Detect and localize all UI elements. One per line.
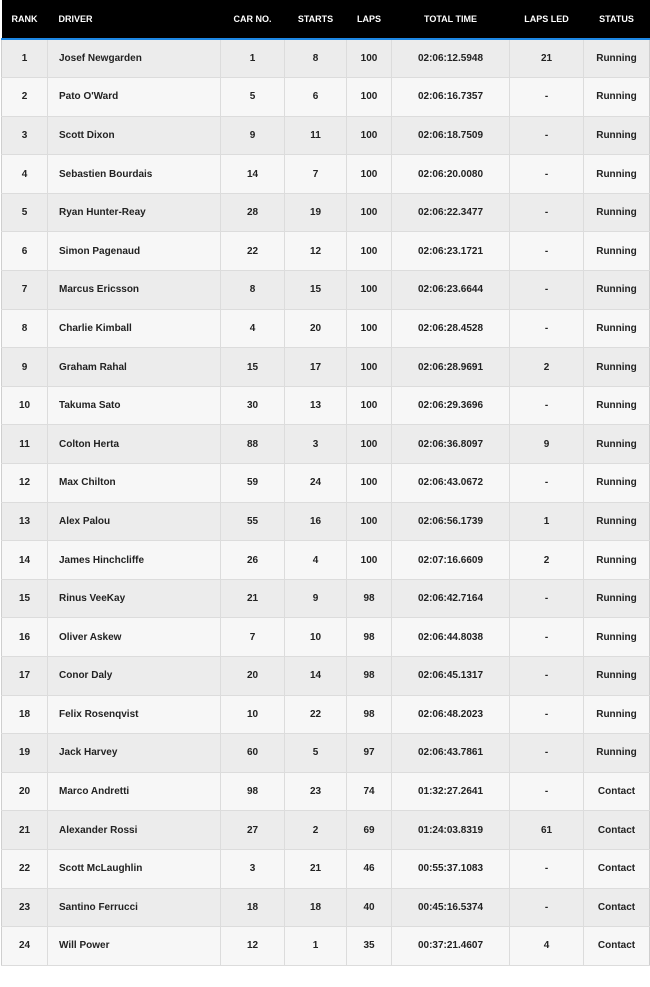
cell-status: Running [584, 155, 650, 194]
cell-total-time: 02:06:12.5948 [392, 39, 510, 78]
cell-status: Running [584, 464, 650, 503]
cell-laps: 100 [347, 193, 392, 232]
cell-rank: 7 [2, 271, 48, 310]
cell-rank: 6 [2, 232, 48, 271]
cell-starts: 13 [285, 386, 347, 425]
table-row [2, 579, 650, 618]
cell-car-no: 12 [221, 927, 285, 966]
cell-laps-led: - [510, 772, 584, 811]
cell-laps: 46 [347, 849, 392, 888]
cell-driver: Oliver Askew [48, 618, 221, 657]
table-row [2, 927, 650, 966]
cell-car-no: 7 [221, 618, 285, 657]
cell-rank: 3 [2, 116, 48, 155]
cell-driver: Pato O'Ward [48, 78, 221, 117]
cell-rank: 23 [2, 888, 48, 927]
cell-laps: 100 [347, 155, 392, 194]
cell-starts: 16 [285, 502, 347, 541]
cell-laps-led: - [510, 309, 584, 348]
cell-laps-led: - [510, 155, 584, 194]
cell-laps: 40 [347, 888, 392, 927]
cell-status: Running [584, 734, 650, 773]
cell-laps: 100 [347, 309, 392, 348]
header-row [2, 0, 650, 39]
cell-driver: Santino Ferrucci [48, 888, 221, 927]
cell-starts: 11 [285, 116, 347, 155]
cell-starts: 20 [285, 309, 347, 348]
race-results-table [1, 0, 650, 966]
cell-rank: 4 [2, 155, 48, 194]
cell-starts: 22 [285, 695, 347, 734]
table-row [2, 502, 650, 541]
table-row [2, 78, 650, 117]
cell-rank: 9 [2, 348, 48, 387]
cell-rank: 2 [2, 78, 48, 117]
cell-laps: 100 [347, 502, 392, 541]
cell-total-time: 02:06:44.8038 [392, 618, 510, 657]
cell-status: Running [584, 309, 650, 348]
cell-laps: 100 [347, 271, 392, 310]
cell-car-no: 3 [221, 849, 285, 888]
cell-total-time: 02:06:43.7861 [392, 734, 510, 773]
cell-rank: 10 [2, 386, 48, 425]
cell-starts: 23 [285, 772, 347, 811]
table-row [2, 734, 650, 773]
cell-starts: 10 [285, 618, 347, 657]
cell-driver: Marcus Ericsson [48, 271, 221, 310]
cell-laps-led: 1 [510, 502, 584, 541]
cell-car-no: 59 [221, 464, 285, 503]
cell-total-time: 02:06:28.4528 [392, 309, 510, 348]
cell-laps-led: 4 [510, 927, 584, 966]
cell-status: Contact [584, 772, 650, 811]
cell-starts: 1 [285, 927, 347, 966]
cell-rank: 8 [2, 309, 48, 348]
table-row [2, 657, 650, 696]
cell-laps: 100 [347, 348, 392, 387]
cell-rank: 12 [2, 464, 48, 503]
table-row [2, 193, 650, 232]
cell-driver: Graham Rahal [48, 348, 221, 387]
cell-car-no: 21 [221, 579, 285, 618]
cell-laps: 100 [347, 425, 392, 464]
table-row [2, 811, 650, 850]
cell-rank: 21 [2, 811, 48, 850]
table-row [2, 618, 650, 657]
cell-car-no: 55 [221, 502, 285, 541]
cell-starts: 12 [285, 232, 347, 271]
cell-laps-led: - [510, 464, 584, 503]
cell-rank: 5 [2, 193, 48, 232]
cell-status: Running [584, 348, 650, 387]
header-total-time[interactable]: TOTAL TIME [392, 0, 510, 39]
cell-car-no: 15 [221, 348, 285, 387]
cell-car-no: 27 [221, 811, 285, 850]
cell-driver: Alexander Rossi [48, 811, 221, 850]
cell-status: Contact [584, 888, 650, 927]
cell-laps: 100 [347, 39, 392, 78]
header-status[interactable]: STATUS [584, 0, 650, 39]
cell-total-time: 02:06:28.9691 [392, 348, 510, 387]
table-row [2, 39, 650, 78]
table-row [2, 116, 650, 155]
table-row [2, 309, 650, 348]
cell-driver: Will Power [48, 927, 221, 966]
cell-car-no: 88 [221, 425, 285, 464]
cell-laps: 100 [347, 116, 392, 155]
cell-status: Running [584, 271, 650, 310]
cell-status: Running [584, 78, 650, 117]
cell-rank: 1 [2, 39, 48, 78]
cell-starts: 3 [285, 425, 347, 464]
cell-status: Contact [584, 927, 650, 966]
cell-rank: 20 [2, 772, 48, 811]
header-laps-led[interactable]: LAPS LED [510, 0, 584, 39]
table-row [2, 464, 650, 503]
table-row [2, 386, 650, 425]
cell-total-time: 02:07:16.6609 [392, 541, 510, 580]
cell-laps: 100 [347, 386, 392, 425]
cell-rank: 22 [2, 849, 48, 888]
cell-laps: 98 [347, 618, 392, 657]
cell-status: Contact [584, 811, 650, 850]
cell-laps-led: - [510, 193, 584, 232]
cell-starts: 8 [285, 39, 347, 78]
table-row [2, 772, 650, 811]
cell-driver: Jack Harvey [48, 734, 221, 773]
cell-driver: Marco Andretti [48, 772, 221, 811]
header-car-no[interactable]: CAR NO. [221, 0, 285, 39]
cell-laps: 74 [347, 772, 392, 811]
cell-starts: 5 [285, 734, 347, 773]
cell-car-no: 22 [221, 232, 285, 271]
cell-total-time: 02:06:45.1317 [392, 657, 510, 696]
cell-status: Running [584, 193, 650, 232]
cell-car-no: 30 [221, 386, 285, 425]
header-driver[interactable]: DRIVER [48, 0, 221, 39]
cell-car-no: 8 [221, 271, 285, 310]
cell-laps-led: - [510, 849, 584, 888]
cell-laps-led: 2 [510, 541, 584, 580]
cell-starts: 17 [285, 348, 347, 387]
cell-rank: 13 [2, 502, 48, 541]
cell-status: Running [584, 116, 650, 155]
cell-driver: Scott McLaughlin [48, 849, 221, 888]
cell-status: Running [584, 579, 650, 618]
cell-driver: Simon Pagenaud [48, 232, 221, 271]
cell-starts: 7 [285, 155, 347, 194]
cell-laps-led: - [510, 116, 584, 155]
cell-laps: 69 [347, 811, 392, 850]
cell-laps: 98 [347, 657, 392, 696]
cell-car-no: 14 [221, 155, 285, 194]
table-row [2, 888, 650, 927]
cell-laps: 100 [347, 232, 392, 271]
cell-rank: 24 [2, 927, 48, 966]
cell-driver: Sebastien Bourdais [48, 155, 221, 194]
cell-laps-led: - [510, 271, 584, 310]
cell-car-no: 1 [221, 39, 285, 78]
cell-driver: Conor Daly [48, 657, 221, 696]
cell-laps-led: - [510, 657, 584, 696]
table-row [2, 232, 650, 271]
cell-laps: 98 [347, 695, 392, 734]
table-header [2, 0, 650, 39]
cell-car-no: 18 [221, 888, 285, 927]
cell-laps: 98 [347, 579, 392, 618]
cell-status: Running [584, 39, 650, 78]
cell-total-time: 00:45:16.5374 [392, 888, 510, 927]
cell-rank: 15 [2, 579, 48, 618]
cell-driver: Colton Herta [48, 425, 221, 464]
table-row [2, 348, 650, 387]
cell-car-no: 20 [221, 657, 285, 696]
cell-car-no: 28 [221, 193, 285, 232]
cell-rank: 19 [2, 734, 48, 773]
cell-total-time: 01:24:03.8319 [392, 811, 510, 850]
cell-laps: 100 [347, 78, 392, 117]
cell-car-no: 26 [221, 541, 285, 580]
table-row [2, 155, 650, 194]
cell-rank: 16 [2, 618, 48, 657]
cell-laps-led: - [510, 386, 584, 425]
cell-driver: Rinus VeeKay [48, 579, 221, 618]
cell-status: Running [584, 541, 650, 580]
cell-starts: 18 [285, 888, 347, 927]
table-row [2, 271, 650, 310]
cell-total-time: 00:37:21.4607 [392, 927, 510, 966]
cell-status: Running [584, 425, 650, 464]
cell-driver: Ryan Hunter-Reay [48, 193, 221, 232]
cell-total-time: 02:06:56.1739 [392, 502, 510, 541]
cell-status: Running [584, 695, 650, 734]
cell-laps-led: - [510, 618, 584, 657]
cell-status: Running [584, 386, 650, 425]
cell-driver: Takuma Sato [48, 386, 221, 425]
cell-total-time: 02:06:23.6644 [392, 271, 510, 310]
cell-total-time: 02:06:48.2023 [392, 695, 510, 734]
cell-laps: 100 [347, 464, 392, 503]
cell-status: Running [584, 657, 650, 696]
cell-total-time: 02:06:43.0672 [392, 464, 510, 503]
cell-status: Running [584, 232, 650, 271]
cell-starts: 15 [285, 271, 347, 310]
cell-laps-led: 21 [510, 39, 584, 78]
cell-car-no: 4 [221, 309, 285, 348]
cell-laps-led: - [510, 78, 584, 117]
cell-total-time: 02:06:20.0080 [392, 155, 510, 194]
cell-total-time: 01:32:27.2641 [392, 772, 510, 811]
cell-driver: Charlie Kimball [48, 309, 221, 348]
race-results-table-container [1, 0, 649, 966]
cell-starts: 6 [285, 78, 347, 117]
cell-rank: 11 [2, 425, 48, 464]
cell-status: Running [584, 502, 650, 541]
cell-laps-led: - [510, 579, 584, 618]
cell-total-time: 02:06:22.3477 [392, 193, 510, 232]
cell-starts: 4 [285, 541, 347, 580]
cell-total-time: 02:06:42.7164 [392, 579, 510, 618]
cell-car-no: 5 [221, 78, 285, 117]
cell-starts: 21 [285, 849, 347, 888]
cell-laps-led: 61 [510, 811, 584, 850]
cell-total-time: 02:06:29.3696 [392, 386, 510, 425]
header-laps[interactable]: LAPS [347, 0, 392, 39]
cell-total-time: 02:06:18.7509 [392, 116, 510, 155]
cell-driver: Max Chilton [48, 464, 221, 503]
cell-driver: Alex Palou [48, 502, 221, 541]
table-row [2, 425, 650, 464]
cell-car-no: 9 [221, 116, 285, 155]
cell-driver: Scott Dixon [48, 116, 221, 155]
cell-total-time: 02:06:16.7357 [392, 78, 510, 117]
cell-status: Running [584, 618, 650, 657]
table-body [2, 39, 650, 965]
cell-starts: 24 [285, 464, 347, 503]
table-row [2, 695, 650, 734]
cell-driver: James Hinchcliffe [48, 541, 221, 580]
cell-laps-led: 9 [510, 425, 584, 464]
cell-driver: Josef Newgarden [48, 39, 221, 78]
cell-laps-led: - [510, 888, 584, 927]
cell-laps-led: - [510, 734, 584, 773]
cell-driver: Felix Rosenqvist [48, 695, 221, 734]
cell-starts: 14 [285, 657, 347, 696]
cell-laps-led: - [510, 232, 584, 271]
cell-total-time: 02:06:36.8097 [392, 425, 510, 464]
header-starts[interactable]: STARTS [285, 0, 347, 39]
cell-total-time: 02:06:23.1721 [392, 232, 510, 271]
cell-total-time: 00:55:37.1083 [392, 849, 510, 888]
cell-starts: 2 [285, 811, 347, 850]
cell-laps-led: 2 [510, 348, 584, 387]
cell-starts: 9 [285, 579, 347, 618]
cell-rank: 17 [2, 657, 48, 696]
cell-car-no: 98 [221, 772, 285, 811]
cell-laps: 100 [347, 541, 392, 580]
cell-laps: 35 [347, 927, 392, 966]
cell-rank: 18 [2, 695, 48, 734]
table-row [2, 541, 650, 580]
cell-starts: 19 [285, 193, 347, 232]
cell-rank: 14 [2, 541, 48, 580]
cell-laps: 97 [347, 734, 392, 773]
header-rank[interactable]: RANK [2, 0, 48, 39]
table-row [2, 849, 650, 888]
cell-car-no: 60 [221, 734, 285, 773]
cell-status: Contact [584, 849, 650, 888]
cell-laps-led: - [510, 695, 584, 734]
cell-car-no: 10 [221, 695, 285, 734]
